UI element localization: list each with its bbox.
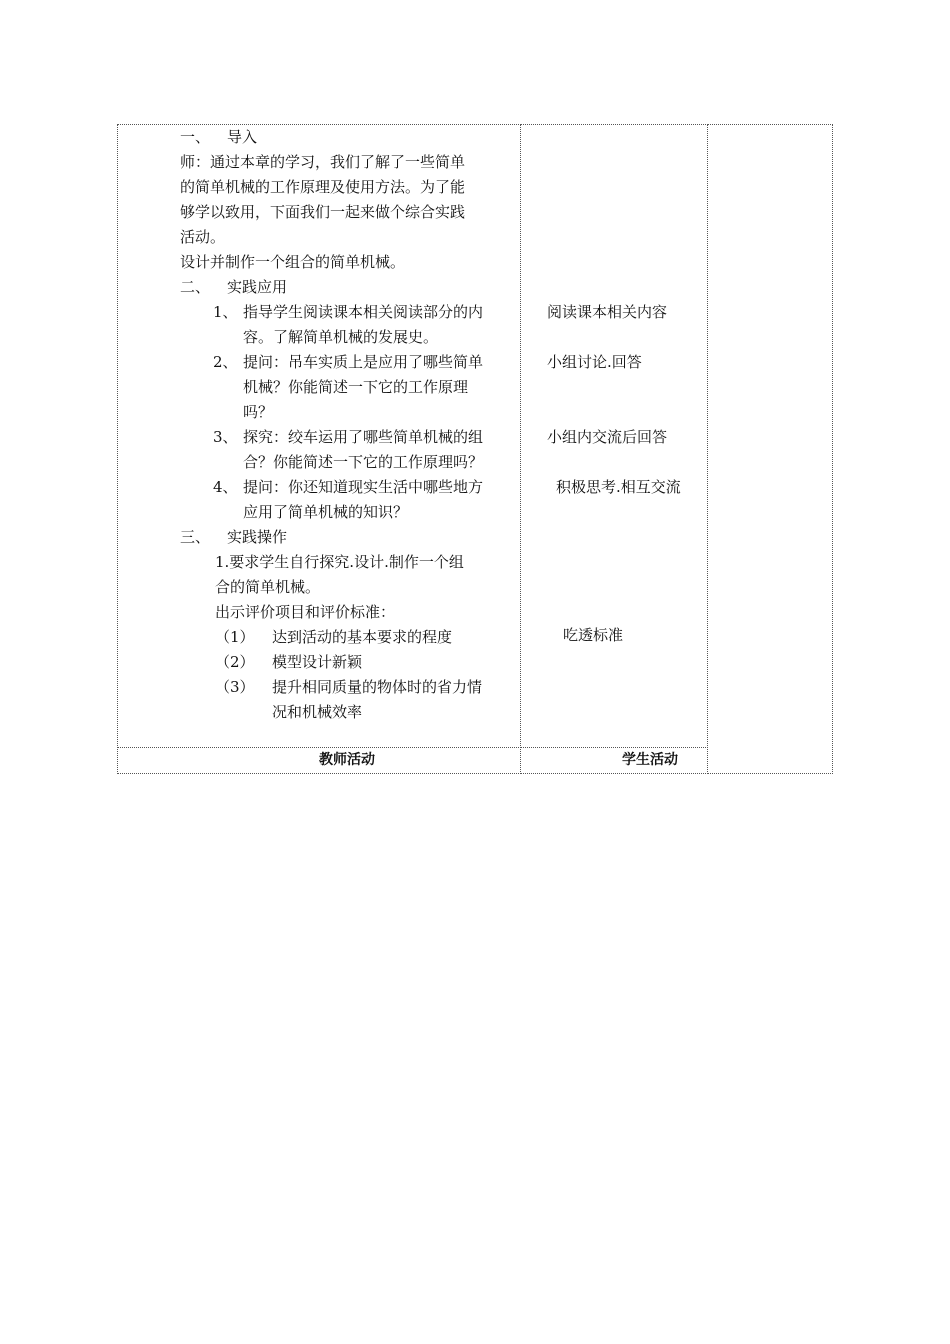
criterion-number: （1）	[215, 628, 255, 646]
criterion-number: （2）	[215, 653, 255, 671]
lesson-plan-table	[117, 124, 833, 774]
criterion-line: 提升相同质量的物体时的省力情	[272, 678, 483, 696]
notes-cell	[707, 124, 833, 774]
intro-line: 设计并制作一个组合的简单机械。	[180, 253, 406, 271]
section-2-number: 二、	[180, 278, 211, 296]
practice-line: 出示评价项目和评价标准：	[215, 603, 396, 621]
student-activity: 阅读课本相关内容	[547, 303, 668, 321]
student-activity: 小组内交流后回答	[547, 428, 668, 446]
item-line: 容。了解简单机械的发展史。	[243, 328, 439, 346]
item-line: 提问：吊车实质上是应用了哪些简单	[243, 353, 484, 371]
student-activity: 积极思考.相互交流	[556, 478, 681, 496]
criterion-line: 况和机械效率	[272, 703, 363, 721]
section-2-title: 实践应用	[227, 278, 288, 296]
criterion-line: 达到活动的基本要求的程度	[272, 628, 453, 646]
item-line: 探究：绞车运用了哪些简单机械的组	[243, 428, 484, 446]
teacher-activity-header: 教师活动	[319, 752, 375, 768]
item-line: 合？你能简述一下它的工作原理吗？	[243, 453, 484, 471]
criterion-number: （3）	[215, 678, 255, 696]
section-3-number: 三、	[180, 528, 211, 546]
student-activity-header: 学生活动	[622, 752, 678, 768]
item-line: 机械？你能简述一下它的工作原理	[243, 378, 469, 396]
practice-line: 1.要求学生自行探究.设计.制作一个组	[215, 553, 464, 571]
student-activity: 小组讨论.回答	[547, 353, 642, 371]
item-line: 指导学生阅读课本相关阅读部分的内	[243, 303, 484, 321]
item-number: 3、	[213, 428, 238, 446]
item-line: 吗？	[243, 403, 274, 421]
section-3-title: 实践操作	[227, 528, 288, 546]
item-number: 2、	[213, 353, 238, 371]
section-1-title: 导入	[227, 128, 258, 146]
item-line: 应用了简单机械的知识？	[243, 503, 409, 521]
intro-line: 够学以致用，下面我们一起来做个综合实践	[180, 203, 466, 221]
intro-line: 活动。	[180, 228, 226, 246]
item-number: 1、	[213, 303, 238, 321]
intro-line: 师：通过本章的学习，我们了解了一些简单	[180, 153, 466, 171]
item-line: 提问：你还知道现实生活中哪些地方	[243, 478, 484, 496]
student-activity: 吃透标准	[563, 626, 624, 644]
intro-line: 的简单机械的工作原理及使用方法。为了能	[180, 178, 466, 196]
item-number: 4、	[213, 478, 238, 496]
section-1-number: 一、	[180, 128, 211, 146]
practice-line: 合的简单机械。	[215, 578, 321, 596]
criterion-line: 模型设计新颖	[272, 653, 363, 671]
